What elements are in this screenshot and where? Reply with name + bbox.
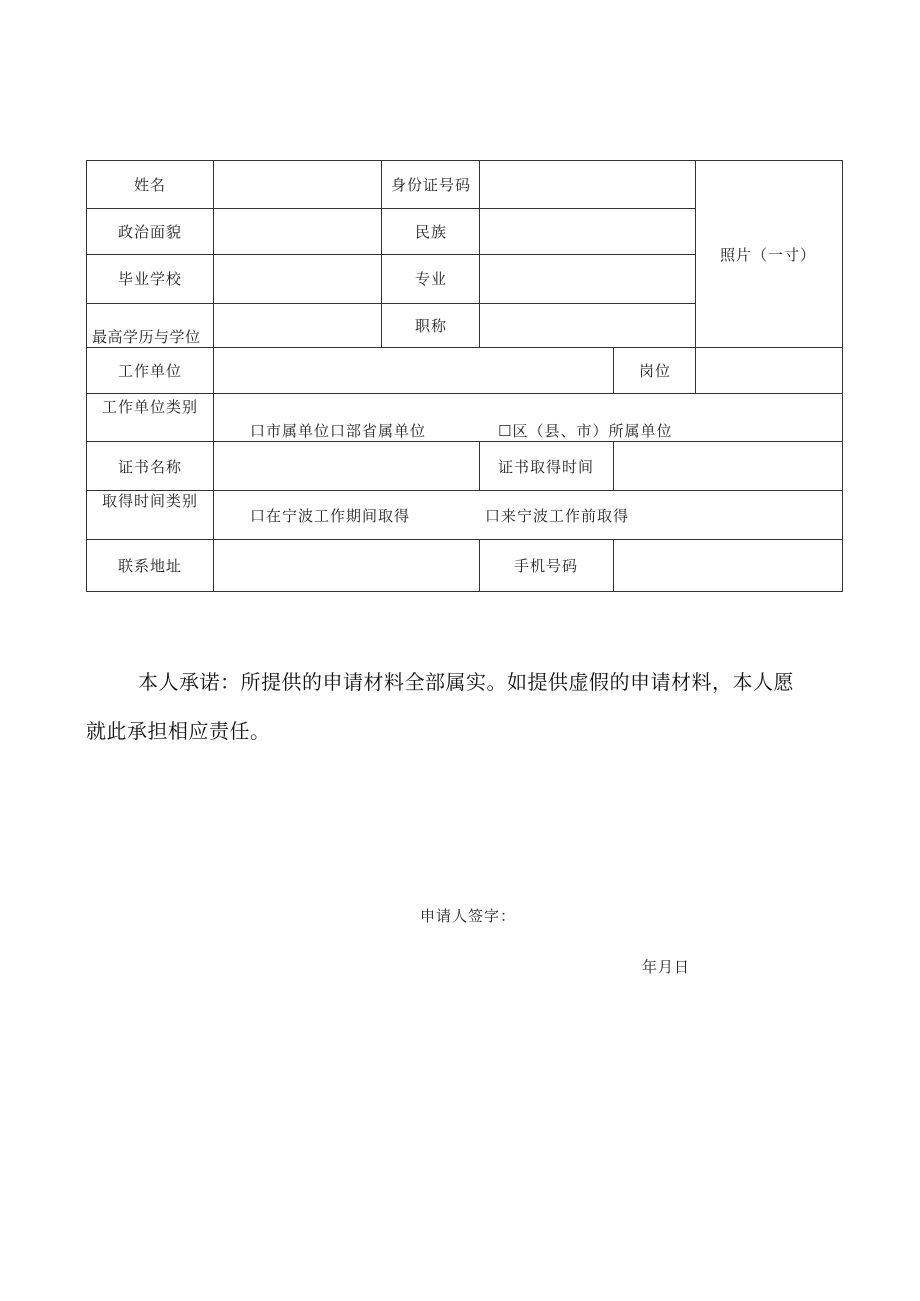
option-acquire-in-ningbo[interactable]: 口在宁波工作期间取得 [250, 507, 411, 525]
political-status-field[interactable] [214, 209, 381, 254]
table-border-right [842, 160, 843, 592]
education-degree-field[interactable] [214, 304, 381, 347]
pledge-line-1: 本人承诺：所提供的申请材料全部属实。如提供虚假的申请材料，本人愿 [138, 670, 794, 694]
certificate-date-field[interactable] [614, 442, 842, 490]
label-certificate-name: 证书名称 [117, 458, 183, 476]
major-field[interactable] [480, 255, 695, 303]
row-divider [86, 393, 843, 394]
address-field[interactable] [214, 540, 479, 591]
photo-box[interactable] [696, 161, 842, 347]
ethnicity-field[interactable] [480, 209, 695, 254]
label-education-degree: 最高学历与学位 [92, 328, 201, 346]
option-employer-type-city-province[interactable]: 口市属单位口部省属单位 [250, 422, 427, 440]
label-major: 专业 [414, 270, 448, 288]
option-employer-type-district[interactable]: ☐区（县、市）所属单位 [498, 422, 673, 440]
label-employer: 工作单位 [117, 362, 183, 380]
signature-label: 申请人签字： [420, 907, 517, 925]
label-certificate-date: 证书取得时间 [497, 458, 595, 476]
school-field[interactable] [214, 255, 381, 303]
label-position: 岗位 [638, 362, 672, 380]
column-divider [613, 347, 614, 394]
mobile-field[interactable] [614, 540, 842, 591]
pledge-line-2: 就此承担相应责任。 [86, 719, 271, 743]
label-mobile: 手机号码 [513, 557, 579, 575]
row-divider [86, 490, 843, 491]
column-divider [479, 539, 480, 592]
id-number-field[interactable] [480, 161, 695, 208]
label-ethnicity: 民族 [414, 223, 448, 241]
label-political-status: 政治面貌 [117, 223, 183, 241]
label-address: 联系地址 [117, 557, 183, 575]
name-field[interactable] [214, 161, 381, 208]
label-school: 毕业学校 [117, 270, 183, 288]
table-border-left [86, 160, 87, 592]
label-photo: 照片（一寸） [719, 246, 817, 264]
signature-date: 年月日 [642, 958, 691, 976]
position-field[interactable] [696, 348, 842, 393]
label-name: 姓名 [133, 176, 167, 194]
certificate-name-field[interactable] [214, 442, 479, 490]
label-title: 职称 [414, 317, 448, 335]
table-border-bottom [86, 591, 843, 592]
column-divider [381, 160, 382, 348]
label-employer-type: 工作单位类别 [101, 398, 199, 416]
column-divider [479, 441, 480, 491]
option-acquire-before-ningbo[interactable]: 口来宁波工作前取得 [485, 507, 630, 525]
label-id-number: 身份证号码 [390, 176, 472, 194]
label-acquire-type: 取得时间类别 [101, 492, 199, 510]
title-field[interactable] [480, 304, 695, 347]
employer-field[interactable] [214, 348, 613, 393]
